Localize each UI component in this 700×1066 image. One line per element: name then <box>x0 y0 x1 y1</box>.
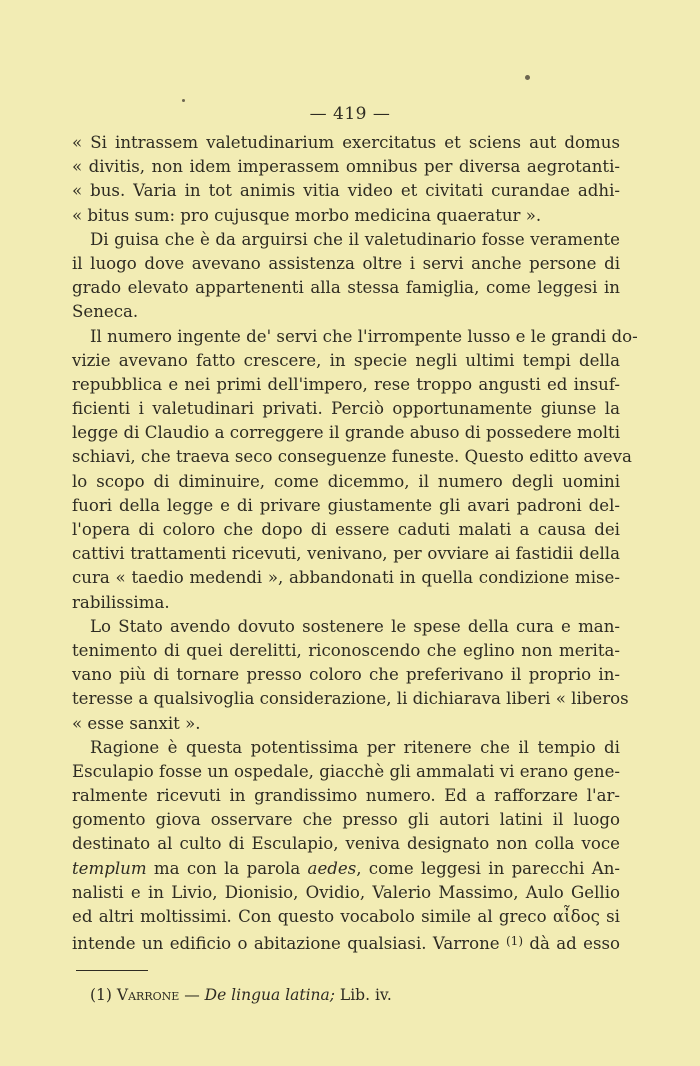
text-fragment: intende un edificio o abitazione qualsiasi. Varrone <box>72 934 506 954</box>
text-line <box>72 929 620 953</box>
text-line: ralmente ricevuti in grandissimo numero. Ed a rafforzare l'ar- <box>72 786 620 806</box>
text-line: lo scopo di diminuire, come dicemmo, il numero degli uomini <box>72 471 620 491</box>
text-line: l'opera di coloro che dopo di essere caduti malati a causa dei <box>72 520 620 539</box>
text-fragment: aedes <box>307 858 357 878</box>
text-line: Il numero ingente de' servi che l'irrompente lusso e le grandi do- <box>90 326 638 346</box>
text-line: repubblica e nei primi dell'impero, rese troppo angusti ed insuf- <box>72 374 620 394</box>
text-line: legge di Claudio a correggere il grande abuso di possedere molti <box>72 423 620 443</box>
text-fragment: ma con la parola <box>146 858 308 878</box>
text-line: fuori della legge e di privare giustamente gli avari padroni del- <box>72 495 620 515</box>
ink-speck <box>525 75 530 80</box>
text-line: grado elevato appartenenti alla stessa famiglia, come leggesi in <box>72 278 620 298</box>
text-line: nalisti e in Livio, Dionisio, Ovidio, Valerio Massimo, Aulo Gellio <box>72 882 620 902</box>
body-text <box>72 131 638 954</box>
text-line <box>72 857 620 881</box>
text-line: Ragione è questa potentissima per ritenere che il tempio di <box>90 737 620 757</box>
ink-speck <box>182 99 185 102</box>
text-line: vizie avevano fatto crescere, in specie negli ultimi tempi della <box>72 350 620 370</box>
footnote-divider <box>76 970 148 971</box>
text-line: vano più di tornare presso coloro che preferivano il proprio in- <box>72 665 620 685</box>
text-line: schiavi, che traeva seco conseguenze funeste. Questo editto aveva <box>72 447 632 467</box>
text-fragment: dà ad esso <box>523 934 621 954</box>
text-line: « esse sanxit ». <box>72 713 201 733</box>
text-fragment: , come leggesi in parecchi An- <box>356 858 620 878</box>
text-line: « divitis, non idem imperassem omnibus per diversa aegrotanti- <box>72 157 620 177</box>
page-number: — 419 — <box>309 104 391 124</box>
text-line: « Si intrassem valetudinarium exercitatus et sciens aut domus <box>72 133 620 152</box>
footnote-dash: — <box>184 986 200 1004</box>
text-line: Lo Stato avendo dovuto sostenere le spese della cura e man- <box>90 616 620 636</box>
footnote-author: Varrone <box>116 986 180 1004</box>
text-line: ficienti i valetudinari privati. Perciò opportunamente giunse la <box>72 399 620 419</box>
text-line: « bitus sum: pro cujusque morbo medicina quaeratur ». <box>72 205 542 225</box>
text-line: Esculapio fosse un ospedale, giacchè gli ammalati vi erano gene- <box>72 761 620 781</box>
text-line: Seneca. <box>72 302 139 322</box>
text-line: Di guisa che è da arguirsi che il valetudinario fosse veramente <box>90 229 620 249</box>
text-line: cura « taedio medendi », abbandonati in quella condizione mise- <box>72 568 620 588</box>
footnote-title: De lingua latina; <box>204 986 335 1004</box>
text-line: tenimento di quei derelitti, riconoscendo che eglino non merita- <box>72 640 620 660</box>
text-line: il luogo dove avevano assistenza oltre i servi anche persone di <box>72 253 620 273</box>
text-line: destinato al culto di Esculapio, veniva designato non colla voce <box>72 834 620 854</box>
text-line: ed altri moltissimi. Con questo vocabolo simile al greco αἶδος si <box>72 907 620 926</box>
text-line: « bus. Varia in tot animis vitia video et civitati curandae adhi- <box>72 181 620 201</box>
text-line: teresse a qualsivoglia considerazione, li dichiarava liberi « liberos <box>72 689 629 709</box>
footnote <box>90 986 392 1004</box>
text-fragment: templum <box>72 858 147 878</box>
footnote-reference: Lib. iv. <box>339 986 392 1004</box>
footnote-marker: (1) <box>90 986 112 1004</box>
footnote-reference-marker: (1) <box>506 934 523 949</box>
text-line: gomento giova osservare che presso gli autori latini il luogo <box>72 810 620 830</box>
text-line: rabilissima. <box>72 592 170 612</box>
text-line: cattivi trattamenti ricevuti, venivano, per ovviare ai fastidii della <box>72 544 620 564</box>
